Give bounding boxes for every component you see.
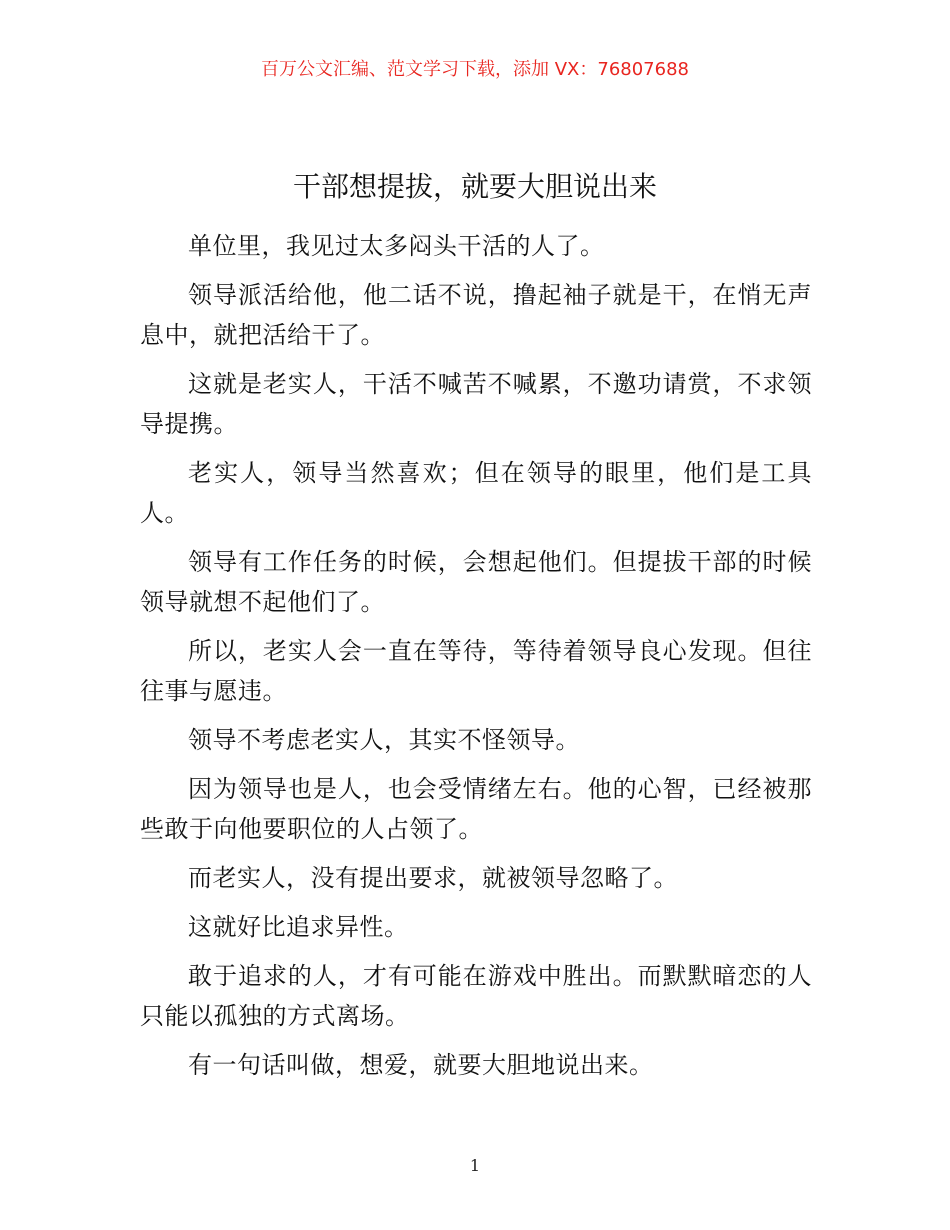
paragraph: 老实人，领导当然喜欢；但在领导的眼里，他们是工具人。 [140, 459, 812, 527]
paragraph: 所以，老实人会一直在等待，等待着领导良心发现。但往往事与愿违。 [140, 637, 812, 705]
paragraph: 有一句话叫做，想爱，就要大胆地说出来。 [188, 1051, 654, 1079]
paragraph: 领导有工作任务的时候，会想起他们。但提拔干部的时候领导就想不起他们了。 [140, 548, 812, 616]
paragraph: 因为领导也是人，也会受情绪左右。他的心智，已经被那些敢于向他要职位的人占领了。 [140, 775, 812, 843]
paragraph: 领导不考虑老实人，其实不怪领导。 [188, 726, 580, 754]
paragraph: 领导派活给他，他二话不说，撸起袖子就是干，在悄无声息中，就把活给干了。 [140, 281, 812, 349]
page-number: 1 [469, 1156, 481, 1175]
paragraph: 这就是老实人，干活不喊苦不喊累，不邀功请赏，不求领导提携。 [140, 370, 812, 438]
paragraph: 单位里，我见过太多闷头干活的人了。 [188, 232, 605, 260]
header-note: 百万公文汇编、范文学习下载，添加 VX：76807688 [261, 59, 689, 80]
paragraph: 敢于追求的人，才有可能在游戏中胜出。而默默暗恋的人只能以孤独的方式离场。 [140, 962, 812, 1030]
paragraph: 这就好比追求异性。 [188, 913, 409, 941]
paragraph: 而老实人，没有提出要求，就被领导忽略了。 [188, 864, 678, 892]
document-title: 干部想提拔，就要大胆说出来 [292, 170, 657, 203]
document-body [140, 226, 812, 1094]
